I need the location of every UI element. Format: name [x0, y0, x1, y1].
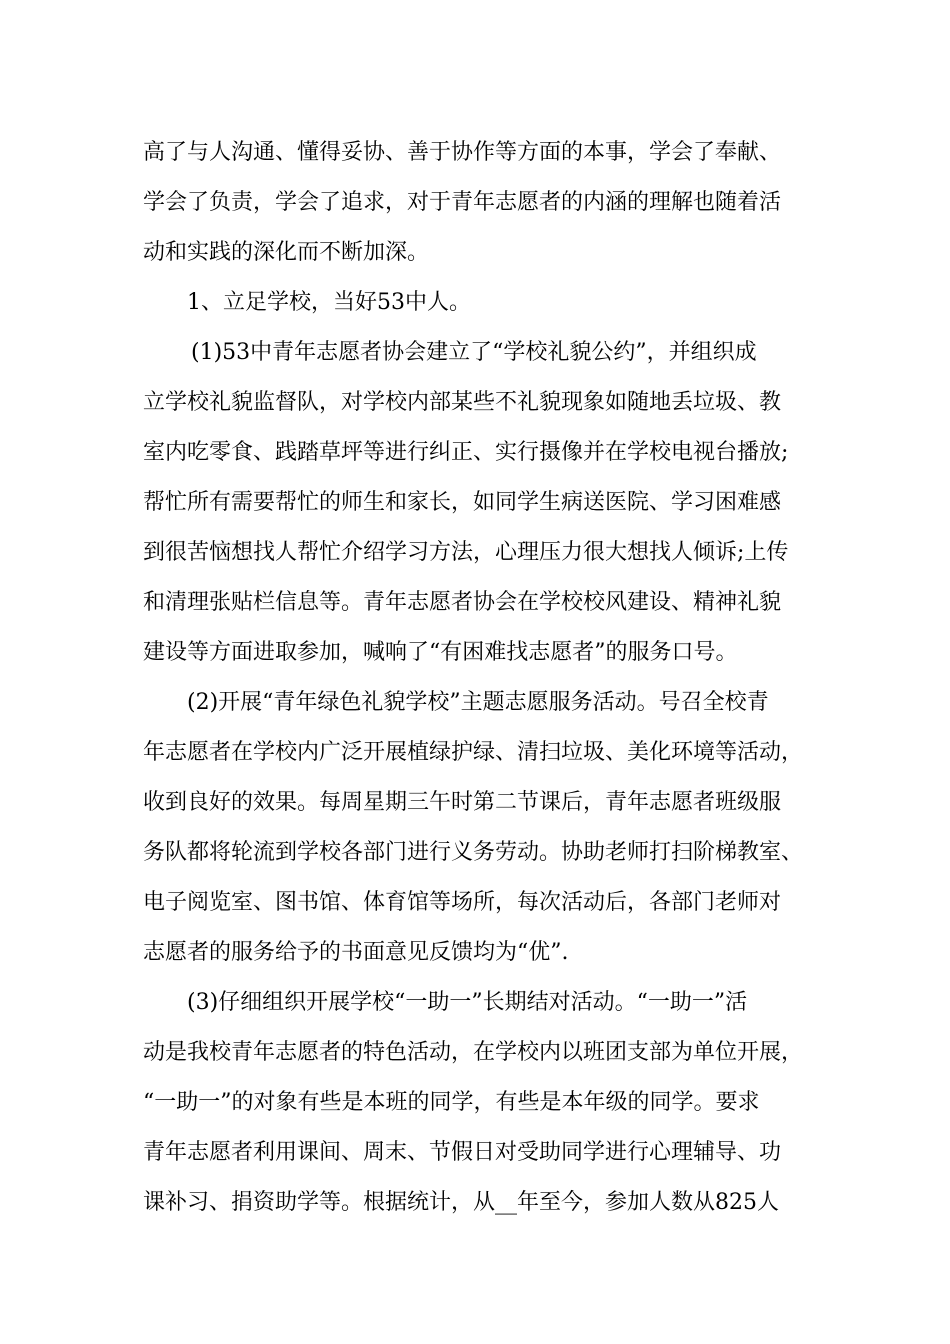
document-body: [143, 128, 815, 1228]
paragraph-line: (1)53中青年志愿者协会建立了“学校礼貌公约”，并组织成: [191, 340, 757, 365]
paragraph-line: 青年志愿者利用课间、周末、节假日对受助同学进行心理辅导、功: [143, 1140, 782, 1165]
section-heading: 1、立足学校，当好53中人。: [187, 290, 471, 315]
paragraph-line: 务队都将轮流到学校各部门进行义务劳动。协助老师打扫阶梯教室、: [143, 840, 804, 865]
paragraph-line: 室内吃零食、践踏草坪等进行纠正、实行摄像并在学校电视台播放;: [143, 440, 789, 465]
paragraph-line: (3)仔细组织开展学校“一助一”长期结对活动。“一助一”活: [187, 990, 748, 1015]
paragraph-line: (2)开展“青年绿色礼貌学校”主题志愿服务活动。号召全校青: [187, 690, 769, 715]
paragraph-line: 帮忙所有需要帮忙的师生和家长，如同学生病送医院、学习困难感: [143, 490, 782, 515]
paragraph-line: 高了与人沟通、懂得妥协、善于协作等方面的本事，学会了奉献、: [143, 140, 782, 165]
paragraph-line: 电子阅览室、图书馆、体育馆等场所，每次活动后，各部门老师对: [143, 890, 782, 915]
paragraph-line: 立学校礼貌监督队，对学校内部某些不礼貌现象如随地丢垃圾、教: [143, 390, 782, 415]
paragraph-line: 年志愿者在学校内广泛开展植绿护绿、清扫垃圾、美化环境等活动，: [143, 740, 804, 765]
paragraph-line: 课补习、捐资助学等。根据统计，从__年至今，参加人数从825人: [143, 1190, 779, 1215]
paragraph-line: 和清理张贴栏信息等。青年志愿者协会在学校校风建设、精神礼貌: [143, 590, 782, 615]
paragraph-line: 到很苦恼想找人帮忙介绍学习方法，心理压力很大想找人倾诉;上传: [143, 540, 789, 565]
paragraph-line: 动和实践的深化而不断加深。: [143, 240, 430, 265]
paragraph-line: 动是我校青年志愿者的特色活动，在学校内以班团支部为单位开展，: [143, 1040, 804, 1065]
paragraph-line: 学会了负责，学会了追求，对于青年志愿者的内涵的理解也随着活: [143, 190, 782, 215]
paragraph-line: “一助一”的对象有些是本班的同学，有些是本年级的同学。要求: [143, 1090, 760, 1115]
paragraph-line: 收到良好的效果。每周星期三午时第二节课后，青年志愿者班级服: [143, 790, 782, 815]
paragraph-line: 志愿者的服务给予的书面意见反馈均为“优”.: [143, 940, 569, 965]
paragraph-line: 建设等方面进取参加，喊响了“有困难找志愿者”的服务口号。: [143, 640, 738, 665]
